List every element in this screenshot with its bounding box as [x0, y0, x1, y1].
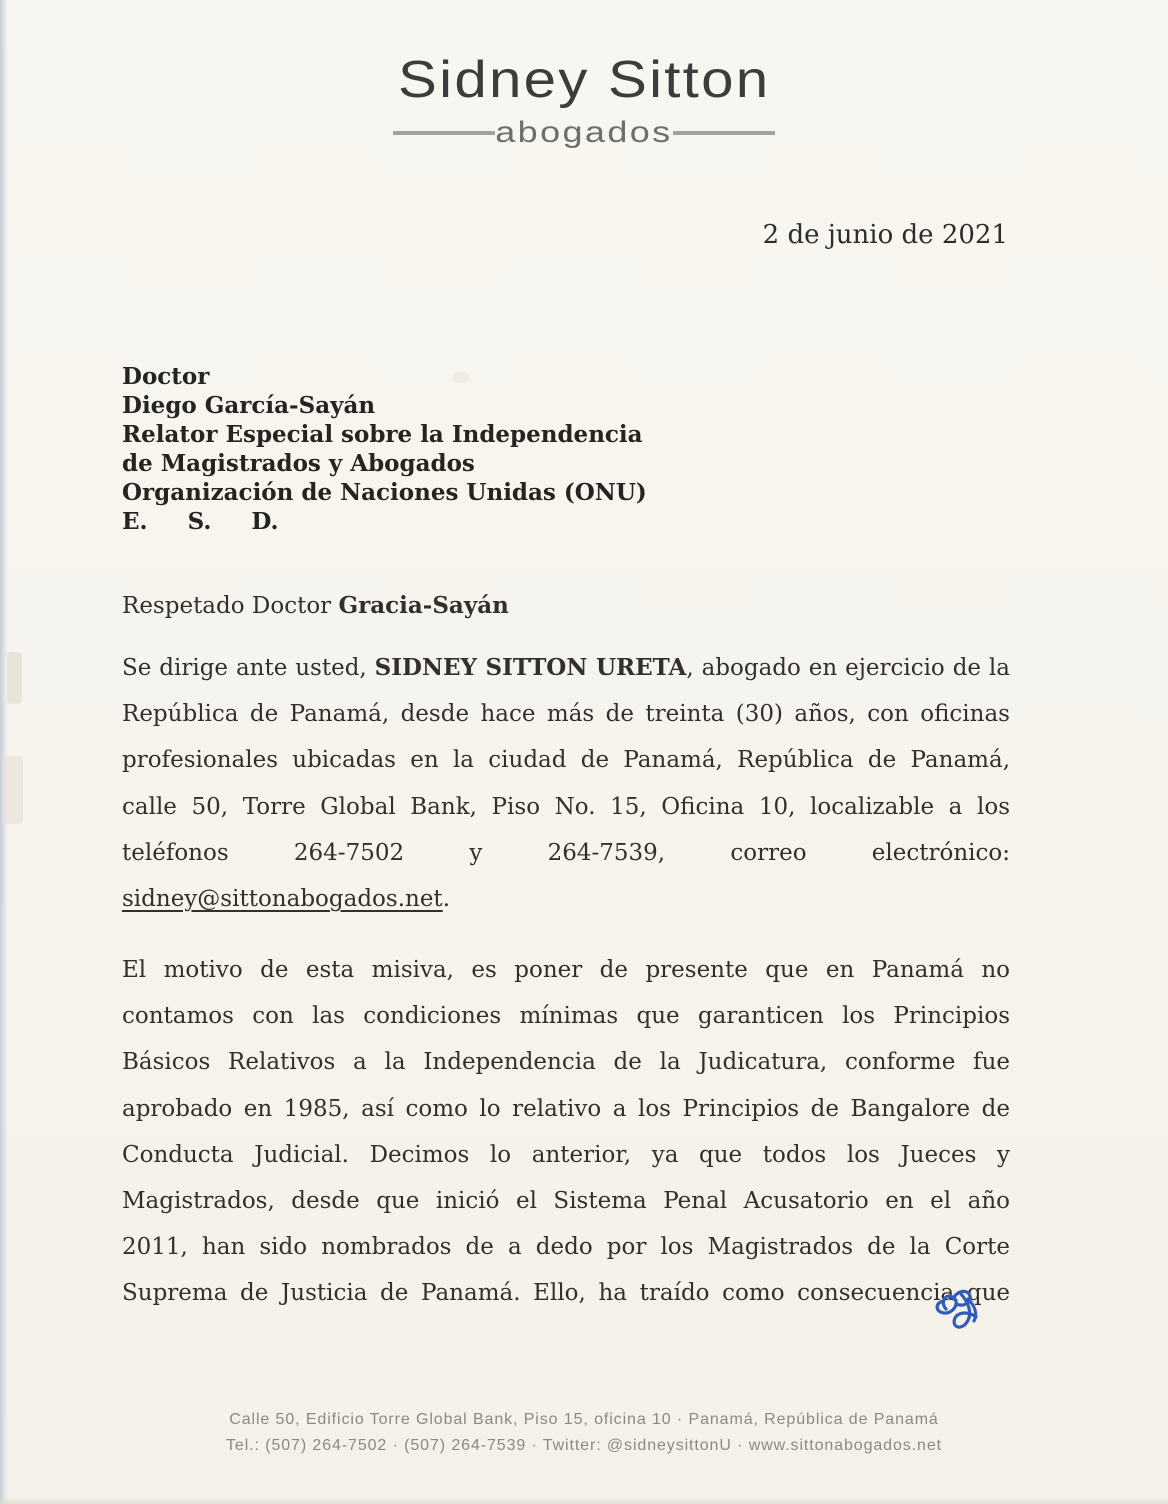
text-segment: Básicos Relativos a la Independencia de la Judicatura, conforme fue: [122, 1049, 1010, 1076]
firm-subtitle-row: [0, 116, 1168, 150]
scan-artifact: [4, 756, 23, 824]
footer-contacts: Tel.: (507) 264-7502 · (507) 264-7539 · Twitter: @sidneysittonU · www.sittonabogados.net: [226, 1437, 942, 1454]
body-line: [122, 784, 1010, 830]
scan-edge-artifact: [0, 0, 8, 1504]
blue-ink-initials: [930, 1286, 986, 1340]
letterhead: [0, 50, 1168, 150]
paragraph-1: [122, 645, 1010, 922]
recipient-block: [122, 362, 822, 536]
paragraph-2: [122, 947, 1010, 1317]
scan-edge-artifact: [0, 1497, 1168, 1504]
text-segment: República de Panamá, desde hace más de treinta (30) años, con oficinas: [122, 701, 1010, 728]
letter-footer: [0, 1407, 1168, 1459]
body-line: [122, 645, 1010, 691]
body-line: [122, 1270, 1010, 1316]
text-segment: SIDNEY SITTON URETA: [374, 654, 687, 681]
body-line: [122, 691, 1010, 737]
footer-address: Calle 50, Edificio Torre Global Bank, Piso 15, oficina 10 · Panamá, República de Panamá: [229, 1411, 939, 1428]
blue-ink-initials-drawing: [930, 1286, 986, 1340]
text-segment: El motivo de esta misiva, es poner de presente que en Panamá no: [122, 957, 1010, 983]
body-line: [122, 1178, 1010, 1224]
text-segment: contamos con las condiciones mínimas que garanticen los Principios: [122, 1003, 1010, 1030]
divider-dash-left: [393, 131, 495, 135]
text-segment: calle 50, Torre Global Bank, Piso No. 15, Oficina 10, localizable a los: [122, 793, 1010, 820]
divider-dash-right: [673, 131, 775, 135]
body-line: [122, 1224, 1010, 1270]
text-segment: Gracia-Sayán: [338, 592, 509, 619]
body-line: [122, 1132, 1010, 1178]
recipient-line: de Magistrados y Abogados: [122, 450, 475, 477]
recipient-line: Relator Especial sobre la Independencia: [122, 421, 643, 448]
body-line: [122, 1086, 1010, 1132]
recipient-line: E. S. D.: [122, 508, 279, 535]
text-segment: Respetado Doctor: [122, 593, 339, 619]
text-segment: aprobado en 1985, así como lo relativo a los Principios de Bangalore de: [122, 1095, 1010, 1122]
recipient-line: Diego García-Sayán: [122, 392, 376, 419]
body-line: [122, 737, 1010, 783]
recipient-line: Organización de Naciones Unidas (ONU): [122, 479, 647, 506]
text-segment: .: [442, 886, 450, 913]
text-segment: 2011, han sido nombrados de a dedo por los Magistrados de la Corte: [122, 1234, 1010, 1261]
firm-name: Sidney Sitton: [397, 51, 771, 109]
text-segment: Suprema de Justicia de Panamá. Ello, ha traído como consecuencia que: [122, 1280, 1010, 1307]
body-line: [122, 947, 1010, 993]
body-line: [122, 1039, 1010, 1085]
body-line: [122, 830, 1010, 876]
firm-subtitle: abogados: [495, 116, 673, 149]
text-segment: Conducta Judicial. Decimos lo anterior, ya que todos los Jueces y: [122, 1141, 1010, 1168]
text-segment: Se dirige ante usted,: [122, 655, 375, 681]
recipient-line: Doctor: [122, 363, 210, 390]
text-segment: teléfonos 264-7502 y 264-7539, correo electrónico:: [122, 839, 1010, 866]
text-segment: profesionales ubicadas en la ciudad de Panamá, República de Panamá,: [122, 747, 1010, 774]
date-line: 2 de junio de 2021: [762, 220, 1008, 250]
salutation: [122, 592, 509, 619]
text-segment: , abogado en ejercicio de la: [686, 655, 1010, 681]
email-text: sidney@sittonabogados.net: [122, 886, 443, 913]
scan-artifact: [7, 652, 22, 704]
text-segment: Magistrados, desde que inició el Sistema Penal Acusatorio en el año: [122, 1188, 1010, 1215]
body-line: [122, 876, 1010, 922]
body-line: [122, 993, 1010, 1039]
